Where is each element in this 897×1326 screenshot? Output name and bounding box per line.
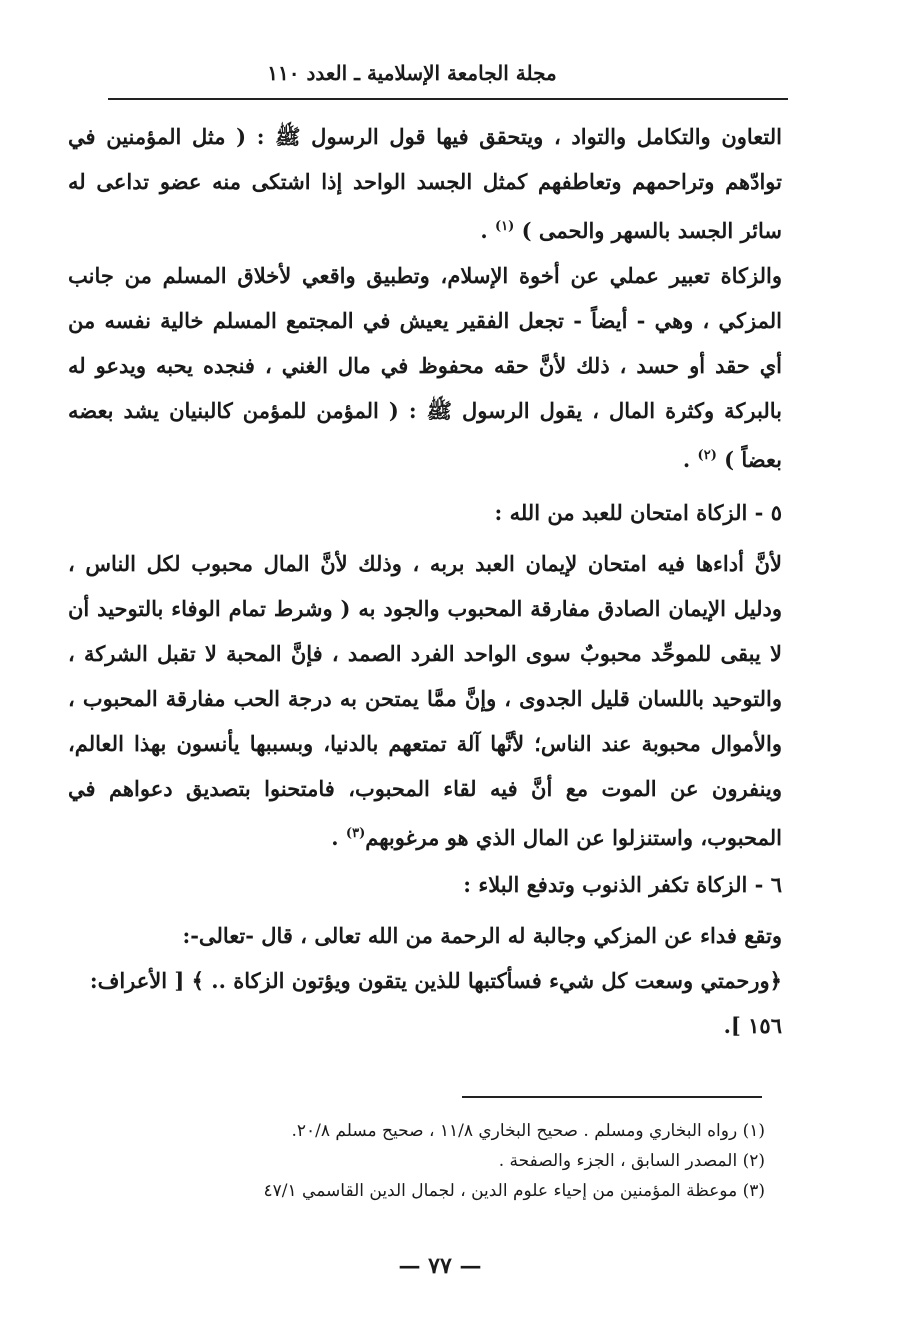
paragraph-1: التعاون والتكامل والتواد ، ويتحقق فيها قول الرسول ﷺ : ( مثل المؤمنين في توادّهم وتراحمهم وتعاطفهم كمثل الجسد الواحد إذا اشتكى منه عضو تداعى له سائر الجسد بالسهر والحمى ) $^{(١)}$ . <box>68 124 782 243</box>
paragraph-2: والزكاة تعبير عملي عن أخوة الإسلام، وتطبيق واقعي لأخلاق المسلم من جانب المزكي ، وهي - أيضاً - تجعل الفقير يعيش في المجتمع المسلم خالية نفسه من أي حقد أو حسد ، ذلك لأنَّ حقه محفوظ في مال الغني ، فنجده يحبه ويدعو له بالبركة وكثرة المال ، يقول الرسول ﷺ : ( المؤمن للمؤمن كالبنيان يشد بعضه بعضاً ) $^{(٢)}$ . <box>68 263 782 472</box>
paragraph-3-text: لأنَّ أداءها فيه امتحان لإيمان العبد بربه ، وذلك لأنَّ المال محبوب لكل الناس ، ودليل الإيمان الصادق مفارقة المحبوب والجود به ( وشرط تمام الوفاء بالتوحيد أن لا يبقى للموحِّد محبوبٌ سوى الواحد الفرد الصمد ، فإنَّ المحبة لا تقبل الشركة ، والتوحيد باللسان قليل الجدوى ، وإنَّ ممَّا يمتحن به درجة الحب مفارقة المحبوب ، والأموال محبوبة عند الناس؛ لأنَّها آلة تمتعهم بالدنيا، وبسببها يأنسون بهذا العالم، وينفرون عن الموت مع أنَّ فيه لقاء المحبوب، فامتحنوا بتصديق دعواهم في المحبوب، واستنزلوا عن المال الذي هو مرغوبهم <box>68 551 782 850</box>
running-header: مجلة الجامعة الإسلامية ـ العدد ١١٠ <box>267 61 557 85</box>
footnote-ref-1[interactable]: (١) <box>495 219 515 234</box>
body-text <box>68 114 782 1048</box>
section-heading-5: ٥ - الزكاة امتحان للعبد من الله : <box>494 500 782 525</box>
footnote-divider <box>462 1096 762 1098</box>
footnote-ref-2[interactable]: (٢) <box>697 448 717 463</box>
footnote-1: (١) رواه البخاري ومسلم . صحيح البخاري ١١/٨ ، صحيح مسلم ٢٠/٨. <box>291 1121 765 1141</box>
paragraph-4: وتقع فداء عن المزكي وجالبة له الرحمة من الله تعالى ، قال -تعالى-: <box>182 923 782 948</box>
quran-verse <box>68 958 782 1048</box>
footnote-3: (٣) موعظة المؤمنين من إحياء علوم الدين ، لجمال الدين القاسمي ٤٧/١ <box>263 1181 765 1201</box>
paragraph-2-text: والزكاة تعبير عملي عن أخوة الإسلام، وتطبيق واقعي لأخلاق المسلم من جانب المزكي ، وهي - أيضاً - تجعل الفقير يعيش في المجتمع المسلم خالية نفسه من أي حقد أو حسد ، ذلك لأنَّ حقه محفوظ في مال الغني ، فنجده يحبه ويدعو له بالبركة وكثرة المال ، يقول الرسول ﷺ : ( المؤمن للمؤمن كالبنيان يشد بعضه بعضاً ) <box>68 263 782 472</box>
section-heading-6: ٦ - الزكاة تكفر الذنوب وتدفع البلاء : <box>463 872 782 897</box>
footnote-ref-3[interactable]: (٣) <box>345 826 366 841</box>
paragraph-1-text: التعاون والتكامل والتواد ، ويتحقق فيها قول الرسول ﷺ : ( مثل المؤمنين في توادّهم وتراحمهم وتعاطفهم كمثل الجسد الواحد إذا اشتكى منه عضو تداعى له سائر الجسد بالسهر والحمى ) <box>68 124 782 243</box>
verse-text: ﴿ورحمتي وسعت كل شيء فسأكتبها للذين يتقون ويؤتون الزكاة .. ﴾ <box>191 968 782 993</box>
footnotes <box>150 1116 765 1206</box>
page-number: — ٧٧ — <box>398 1253 482 1279</box>
footnote-2: (٢) المصدر السابق ، الجزء والصفحة . <box>498 1151 765 1171</box>
verse-citation: [ الأعراف: ١٥٦ ]. <box>89 968 782 1038</box>
paragraph-3: لأنَّ أداءها فيه امتحان لإيمان العبد بربه ، وذلك لأنَّ المال محبوب لكل الناس ، ودليل الإيمان الصادق مفارقة المحبوب والجود به ( وشرط تمام الوفاء بالتوحيد أن لا يبقى للموحِّد محبوبٌ سوى الواحد الفرد الصمد ، فإنَّ المحبة لا تقبل الشركة ، والتوحيد باللسان قليل الجدوى ، وإنَّ ممَّا يمتحن به درجة الحب مفارقة المحبوب ، والأموال محبوبة عند الناس؛ لأنَّها آلة تمتعهم بالدنيا، وبسببها يأنسون بهذا العالم، وينفرون عن الموت مع أنَّ فيه لقاء المحبوب، فامتحنوا بتصديق دعواهم في المحبوب، واستنزلوا عن المال الذي هو مرغوبهم$^{(٣)}$ . <box>68 551 782 850</box>
header-divider <box>108 98 788 100</box>
